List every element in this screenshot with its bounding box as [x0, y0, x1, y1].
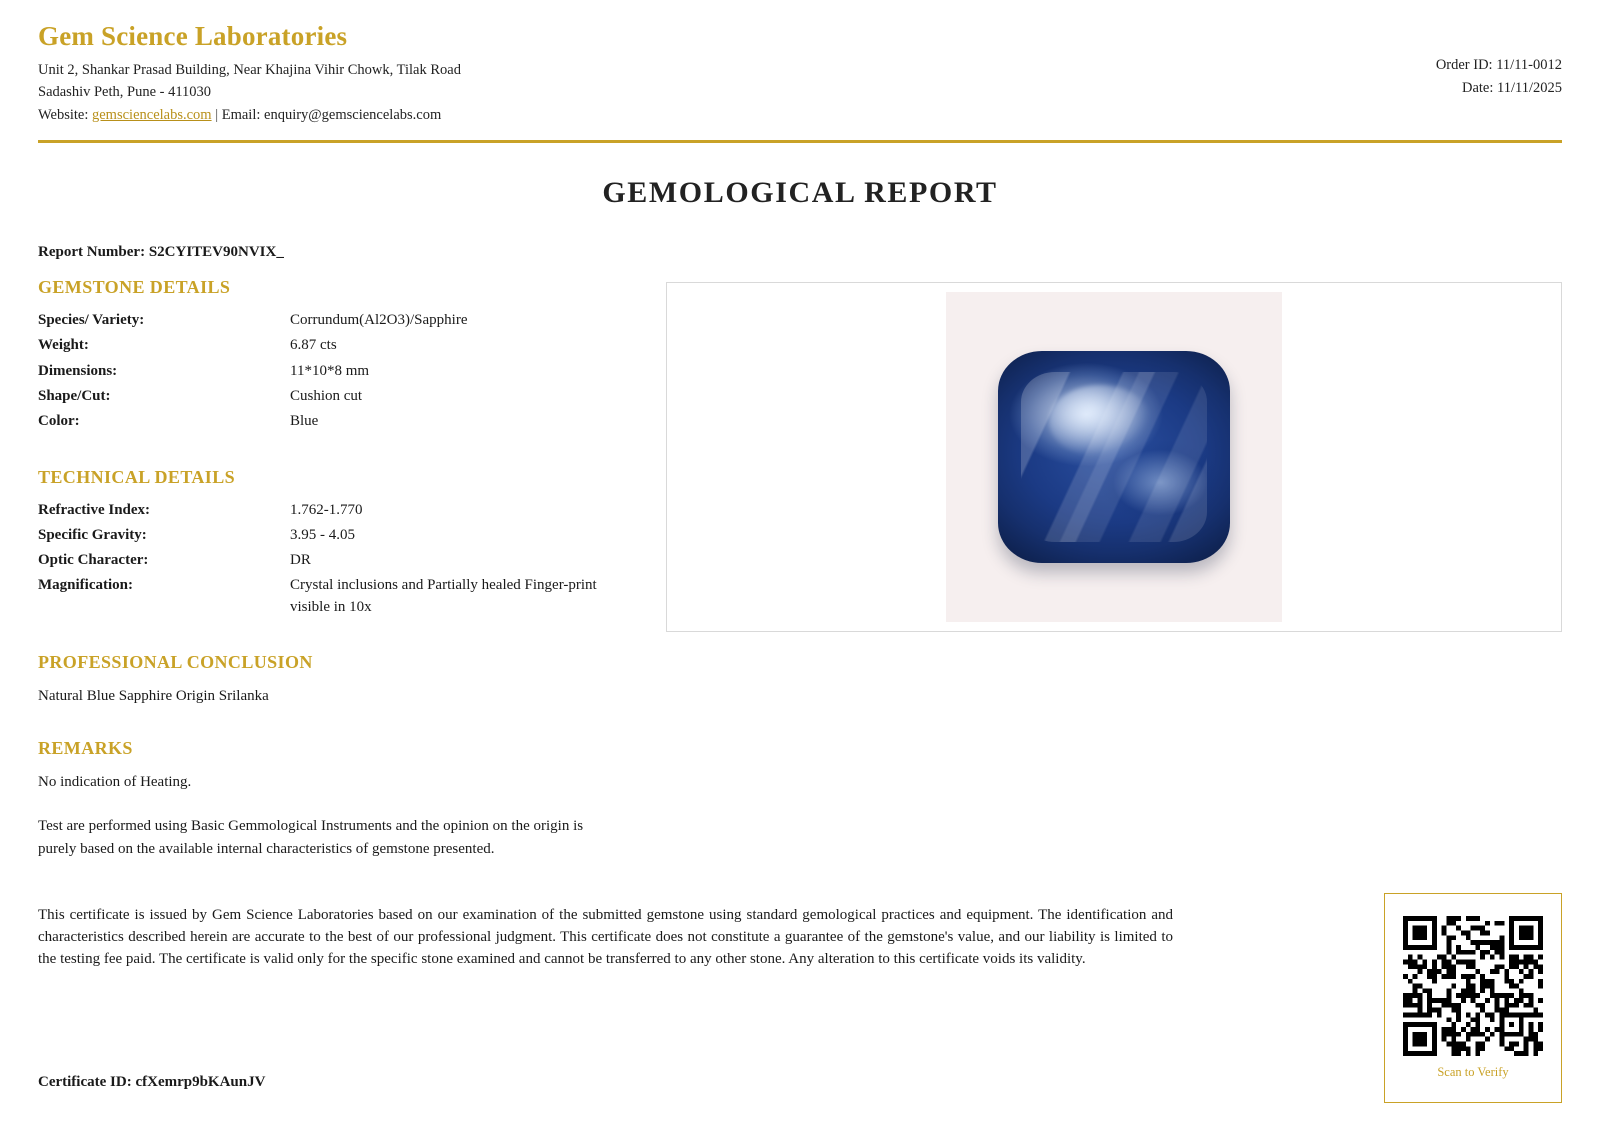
- certificate-id-value: cfXemrp9bKAunJV: [135, 1074, 266, 1090]
- table-row: [38, 335, 638, 360]
- row-value: 11*10*8 mm: [290, 362, 370, 379]
- row-value: DR: [290, 552, 311, 569]
- page-header: [38, 22, 1562, 134]
- lab-address-line-1: Unit 2, Shankar Prasad Building, Near Khajina Vihir Chowk, Tilak Road: [38, 61, 461, 78]
- order-meta: [1436, 22, 1562, 101]
- order-date: Date: 11/11/2025: [1461, 80, 1562, 97]
- remarks-text-1: No indication of Heating.: [38, 773, 192, 790]
- row-key: Color:: [38, 413, 80, 430]
- row-value: 3.95 - 4.05: [290, 526, 355, 543]
- page-title: GEMOLOGICAL REPORT: [602, 176, 998, 210]
- qr-code-icon: [1403, 916, 1543, 1056]
- lab-name: Gem Science Laboratories: [38, 21, 348, 51]
- professional-conclusion-heading: PROFESSIONAL CONCLUSION: [38, 652, 313, 673]
- gem-image-frame: [666, 282, 1562, 632]
- row-value: Corrundum(Al2O3)/Sapphire: [290, 312, 468, 329]
- report-body: [38, 277, 1562, 860]
- table-row: [38, 386, 638, 411]
- certificate-id-label: Certificate ID:: [38, 1074, 132, 1090]
- technical-details-heading: TECHNICAL DETAILS: [38, 466, 236, 487]
- row-key: Magnification:: [38, 577, 133, 594]
- row-value: Cushion cut: [290, 387, 363, 404]
- table-row: [38, 550, 638, 575]
- gem-photo: [946, 292, 1282, 622]
- disclaimer-text: This certificate is issued by Gem Science Laboratories based on our examination of the submitted gemstone using standard gemological practices and equipment. The identification and characteristics described herein are accurate to the best of our professional judgment. This certificate does not constitute a guarantee of the gemstone's value, and our liability is limited to the testing fee paid. The certificate is valid only for the specific stone examined and cannot be transferred to any other stone. Any alteration to this certificate voids its validity.: [38, 907, 1173, 968]
- row-key: Specific Gravity:: [38, 526, 147, 543]
- row-key: Refractive Index:: [38, 501, 151, 518]
- table-row: [38, 575, 638, 622]
- row-key: Species/ Variety:: [38, 312, 145, 329]
- table-row: [38, 310, 638, 335]
- sapphire-gemstone-image: [998, 351, 1230, 563]
- website-link[interactable]: gemsciencelabs.com: [92, 106, 212, 123]
- gem-image-column: [666, 277, 1562, 860]
- details-column: [38, 277, 638, 860]
- row-key: Optic Character:: [38, 552, 149, 569]
- table-row: [38, 525, 638, 550]
- header-divider: [38, 140, 1562, 143]
- gemstone-details-heading: GEMSTONE DETAILS: [38, 277, 231, 298]
- row-value: Blue: [290, 413, 319, 430]
- gemstone-details-table: [38, 310, 638, 436]
- report-number-value: S2CYITEV90NVIX_: [148, 244, 284, 261]
- row-key: Dimensions:: [38, 362, 118, 379]
- qr-caption: Scan to Verify: [1437, 1065, 1509, 1079]
- lab-contact-line: [38, 104, 461, 126]
- remarks-heading: REMARKS: [38, 737, 133, 758]
- row-key: Weight:: [38, 337, 89, 354]
- professional-conclusion-text: Natural Blue Sapphire Origin Srilanka: [38, 688, 269, 705]
- report-number-label: Report Number:: [38, 244, 146, 261]
- lab-identity: [38, 22, 461, 126]
- row-value: Crystal inclusions and Partially healed Finger-print visible in 10x: [290, 577, 597, 615]
- website-label: Website:: [38, 106, 89, 123]
- lab-address-line-2: Sadashiv Peth, Pune - 411030: [38, 84, 212, 101]
- certificate-id: [38, 1074, 265, 1091]
- table-row: [38, 411, 638, 436]
- remarks-text-2: Test are performed using Basic Gemmological Instruments and the opinion on the origin is purely based on the available internal characteristics of gemstone presented.: [38, 818, 584, 857]
- row-value: 1.762-1.770: [290, 501, 363, 518]
- order-id: Order ID: 11/11-0012: [1435, 57, 1562, 73]
- table-row: [38, 500, 638, 525]
- contact-separator: |: [215, 106, 219, 123]
- table-row: [38, 361, 638, 386]
- qr-verify-box[interactable]: [1384, 893, 1562, 1103]
- row-value: 6.87 cts: [290, 337, 337, 354]
- technical-details-table: [38, 500, 638, 622]
- email-text: Email: enquiry@gemsciencelabs.com: [221, 106, 442, 123]
- report-number: [38, 244, 1562, 261]
- row-key: Shape/Cut:: [38, 387, 111, 404]
